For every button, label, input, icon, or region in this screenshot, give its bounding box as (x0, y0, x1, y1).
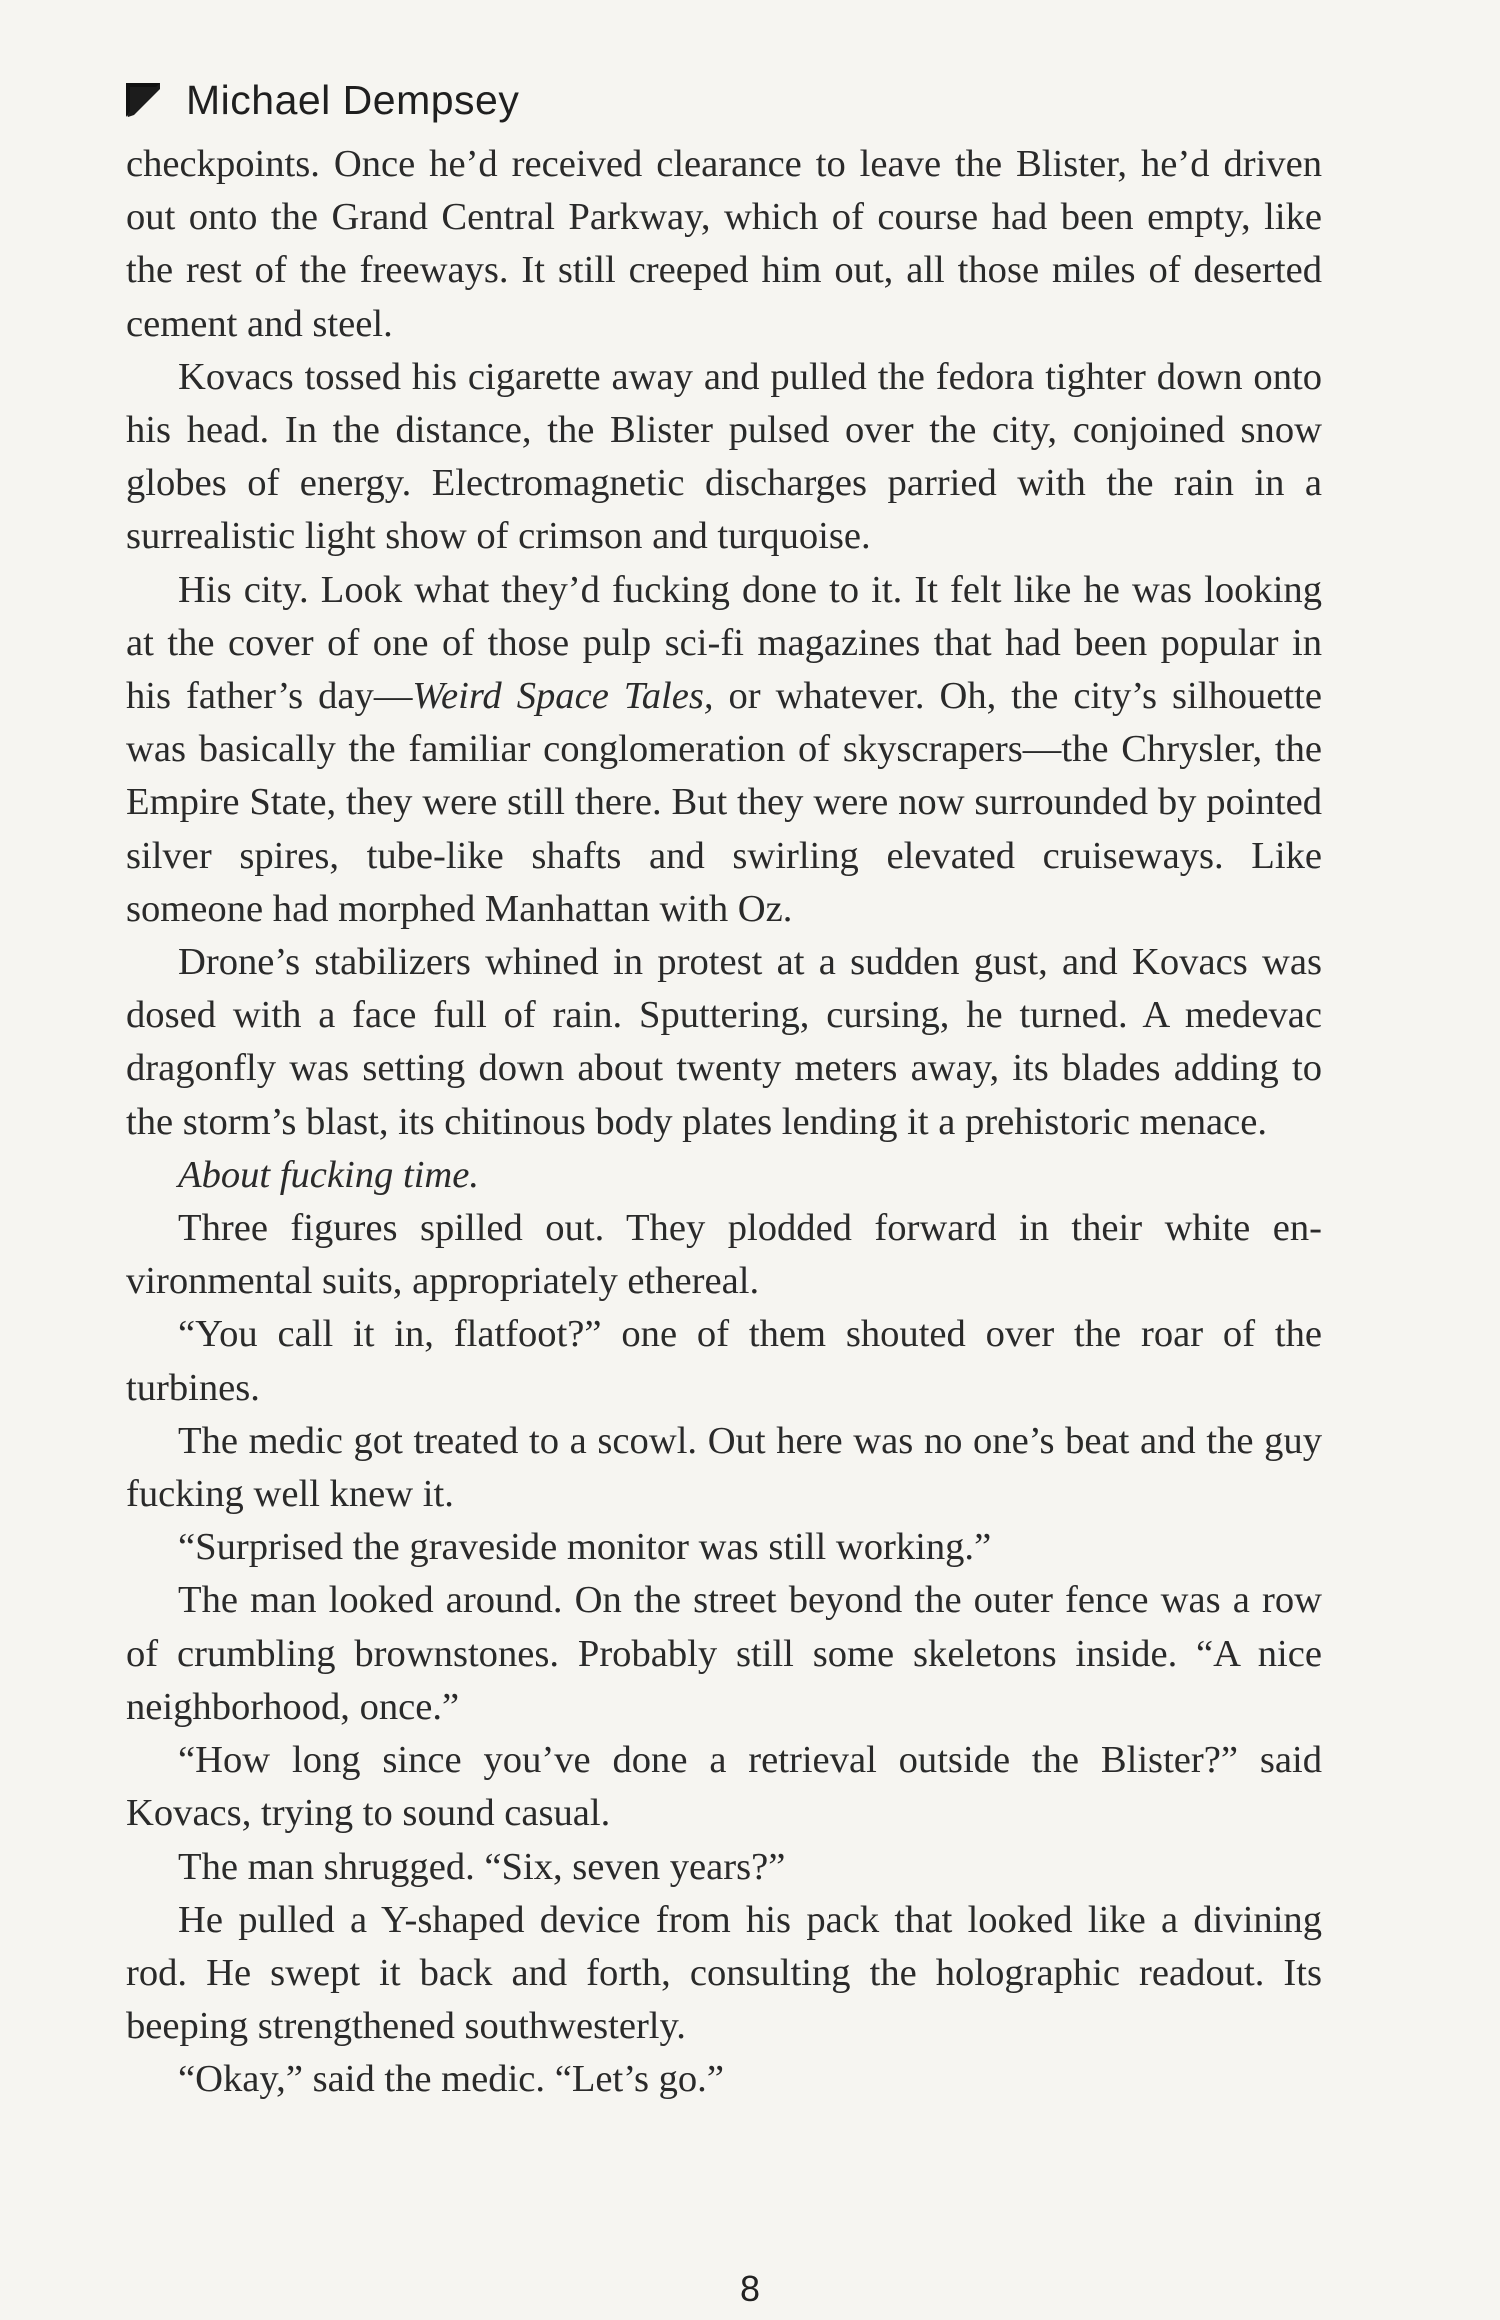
paragraph: checkpoints. Once he’d received clearance to leave the Blister, he’d driven out onto the Grand Central Parkway, which of course had been empty, like the rest of the freeways. It still creeped him out, all those miles of deserted cement and steel. (126, 143, 1322, 345)
paragraph: “How long since you’ve done a retrieval outside the Blister?” said Kovacs, trying to sound casual. (126, 1739, 1322, 1835)
paragraph-text: His city. Look what they’d fucking done to it. It felt like he was looking at the cover of one of those pulp sci-fi magazines that had been popular in his father’s day— (126, 568, 1322, 718)
paragraph: He pulled a Y-shaped device from his pack that looked like a divining rod. He swept it back and forth, consulting the holographic readout. Its beeping strengthened southwesterly. (126, 1898, 1322, 2048)
paragraph: “You call it in, flatfoot?” one of them shouted over the roar of the turbines. (126, 1313, 1322, 1409)
paragraph: The man looked around. On the street beyond the outer fence was a row of crumbling brownstones. Probably still some skeletons inside. “A nice neighborhood, once.” (126, 1579, 1322, 1728)
paragraph (126, 564, 1322, 936)
body-text (126, 138, 1322, 2107)
italic-thought: About fucking time. (178, 1153, 480, 1196)
paragraph-text: or whatever. Oh, the city’s silhouette was basically the familiar conglomeration of skyscrapers—the Chrysler, the Empire State, they were still there. But they were now surrounded by pointed silver spires, tube-like shafts and swirling elevated cruiseways. Like someone had morphed Manhattan with Oz. (126, 675, 1322, 930)
paragraph: Drone’s stabilizers whined in protest at a sudden gust, and Kovacs was dosed with a face full of rain. Sputtering, cursing, he turned. A medevac dragonfly was setting down about twenty meters away, its blades adding to the storm’s blast, its chitinous body plates lending it a prehistoric menace. (126, 941, 1322, 1143)
paragraph: The man shrugged. “Six, seven years?” (178, 1845, 786, 1888)
page-number: 8 (739, 2268, 761, 2309)
paragraph: Kovacs tossed his cigarette away and pulled the fedora tighter down onto his head. In the distance, the Blister pulsed over the city, conjoined snow globes of energy. Electromagnetic discharges parried with the rain in a surrealistic light show of crimson and turquoise. (126, 355, 1322, 558)
corner-flag-icon (126, 83, 160, 117)
paragraph: “Okay,” said the medic. “Let’s go.” (178, 2058, 724, 2101)
paragraph: The medic got treated to a scowl. Out here was no one’s beat and the guy fucking well knew it. (126, 1419, 1322, 1516)
paragraph: “Surprised the graveside monitor was still working.” (178, 1526, 992, 1569)
running-head (126, 70, 519, 130)
author-name: Michael Dempsey (186, 76, 520, 123)
magazine-title: Weird Space Tales, (412, 675, 714, 718)
paragraph: Three figures spilled out. They plodded forward in their white environmental suits, appropriately ethereal. (126, 1207, 1322, 1303)
